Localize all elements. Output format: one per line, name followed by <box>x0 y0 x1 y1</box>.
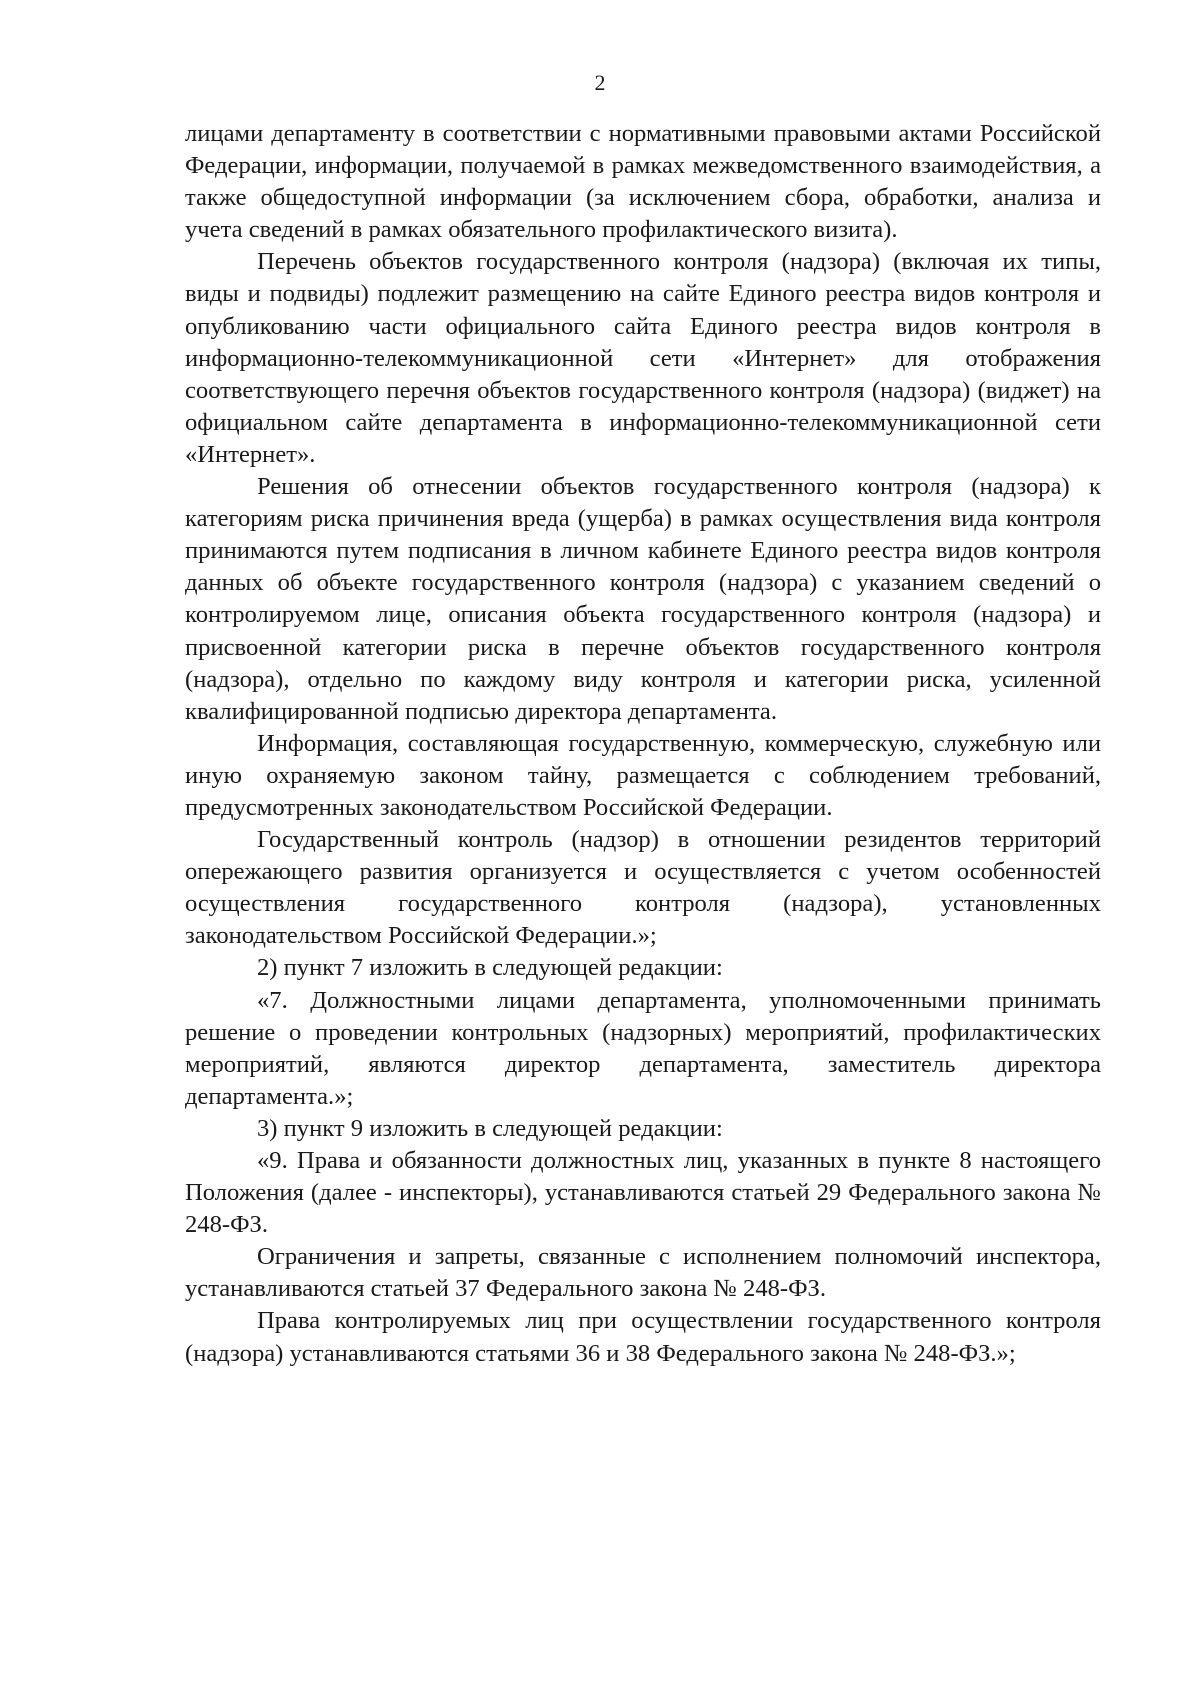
paragraph-7: «7. Должностными лицами департамента, уполномоченными принимать решение о проведении контрольных (надзорных) мероприятий, профилактических мероприятий, являются директор департамента, заместитель директора департамента.»; <box>185 986 1101 1110</box>
paragraph-11: Права контролируемых лиц при осуществлении государственного контроля (надзора) устанавливаются статьями 36 и 38 Федерального закона № 248-ФЗ.»; <box>185 1307 1101 1367</box>
paragraph-1: лицами департаменту в соответствии с нормативными правовыми актами Российской Федерации, информации, получаемой в рамках межведомственного взаимодействия, а также общедоступной информации (за исключением сбора, обработки, анализа и учета сведений в рамках обязательного профилактического визита). <box>185 120 1101 244</box>
paragraph-4: Информация, составляющая государственную, коммерческую, служебную или иную охраняемую законом тайну, размещается с соблюдением требований, предусмотренных законодательством Российской Федерации. <box>185 729 1101 821</box>
paragraph-8: 3) пункт 9 изложить в следующей редакции: <box>257 1114 723 1142</box>
paragraph-3: Решения об отнесении объектов государственного контроля (надзора) к категориям риска причинения вреда (ущерба) в рамках осуществления вида контроля принимаются путем подписания в личном кабинете Единого реестра видов контроля данных об объекте государственного контроля (надзора) с указанием сведений о контролируемом лице, описания объекта государственного контроля (надзора) и присвоенной категории риска в перечне объектов государственного контроля (надзора), отдельно по каждому виду контроля и категории риска, усиленной квалифицированной подписью директора департамента. <box>185 473 1101 725</box>
paragraph-9: «9. Права и обязанности должностных лиц, указанных в пункте 8 настоящего Положения (далее - инспекторы), устанавливаются статьей 29 Федерального закона № 248-ФЗ. <box>185 1147 1101 1239</box>
paragraph-10: Ограничения и запреты, связанные с исполнением полномочий инспектора, устанавливаются статьей 37 Федерального закона № 248-ФЗ. <box>185 1243 1101 1303</box>
paragraph-2: Перечень объектов государственного контроля (надзора) (включая их типы, виды и подвиды) подлежит размещению на сайте Единого реестра видов контроля и опубликованию части официального сайта Единого реестра видов контроля в информационно-телекоммуникационной сети «Интернет» для отображения соответствующего перечня объектов государственного контроля (надзора) (виджет) на официальном сайте департамента в информационно-телекоммуникационной сети «Интернет». <box>185 248 1101 468</box>
page-number: 2 <box>594 70 606 95</box>
paragraph-5: Государственный контроль (надзор) в отношении резидентов территорий опережающего развития организуется и осуществляется с учетом особенностей осуществления государственного контроля (надзора), установленных законодательством Российской Федерации.»; <box>185 826 1101 950</box>
document-body <box>185 118 1101 1370</box>
paragraph-6: 2) пункт 7 изложить в следующей редакции: <box>257 954 723 982</box>
